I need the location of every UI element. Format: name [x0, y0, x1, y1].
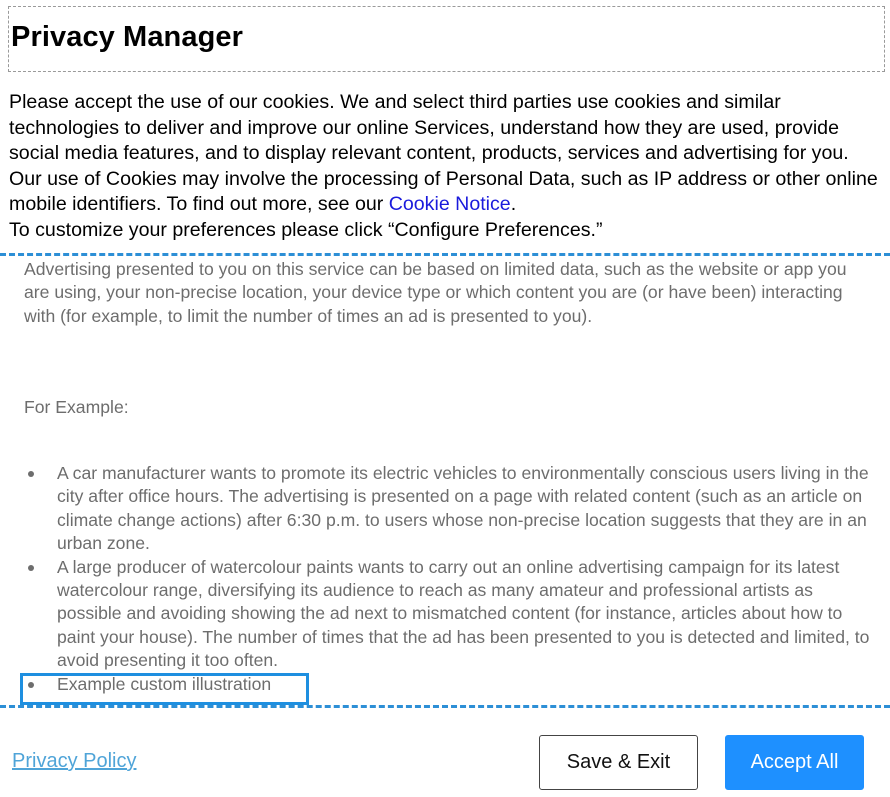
bullet-icon	[28, 565, 34, 571]
accept-all-button[interactable]: Accept All	[725, 735, 864, 790]
list-item	[24, 462, 874, 556]
cookie-intro-text	[9, 90, 884, 243]
intro-period: .	[510, 193, 517, 215]
for-example-label: For Example:	[24, 397, 129, 417]
purpose-description-scroll-area[interactable]	[24, 258, 874, 694]
privacy-policy-link[interactable]: Privacy Policy	[12, 750, 137, 772]
custom-illustration-highlight	[20, 673, 309, 705]
list-item-text: A car manufacturer wants to promote its electric vehicles to environmentally conscious users living in the city after office hours. The advertising is presented on a page with related content (such as an article on climate change actions) after 6:30 p.m. to users whose non-precise location suggests that they are in an urban zone.	[57, 463, 869, 554]
example-list	[24, 462, 874, 696]
bottom-divider	[0, 705, 890, 708]
list-item-text: A large producer of watercolour paints wants to carry out an online advertising campaign for its latest watercolour range, diversifying its audience to reach as many amateur and professional artists as possible and avoiding showing the ad next to mismatched content (for instance, articles about how to paint your house). The number of times that the ad has been presented to you is detected and limited, to avoid presenting it too often.	[57, 556, 870, 671]
save-exit-button[interactable]: Save & Exit	[539, 735, 698, 790]
bullet-icon	[28, 471, 34, 477]
intro-text: Please accept the use of our cookies. We and select third parties use cookies and similar technologies to deliver and improve our online Services, understand how they are used, provide social media features, and to display relevant content, products, services and advertising for you. Our use of Cookies may involve the processing of Personal Data, such as IP address or other online mobile identifiers. To find out more, see our	[9, 91, 878, 215]
top-divider	[0, 253, 890, 256]
page-title: Privacy Manager	[11, 21, 244, 53]
title-container	[8, 6, 885, 72]
cookie-notice-link[interactable]: Cookie Notice	[388, 193, 511, 215]
purpose-description: Advertising presented to you on this service can be based on limited data, such as the website or app you are using, your non-precise location, your device type or which content you are (or have been) interacting with (for example, to limit the number of times an ad is presented to you).	[24, 259, 847, 326]
customize-instruction: To customize your preferences please click “Configure Preferences.”	[9, 218, 603, 241]
list-item	[24, 556, 874, 673]
list-item-text: Example custom illustration	[57, 673, 272, 694]
